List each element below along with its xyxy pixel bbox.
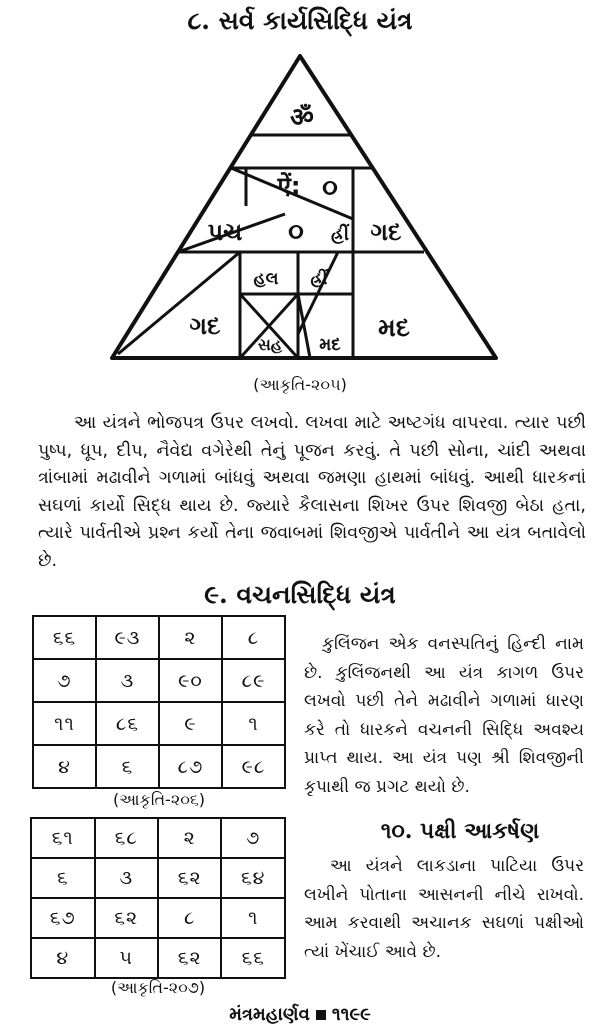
- grid-cell: ૬: [31, 858, 95, 898]
- grid-cell: ૩: [95, 858, 158, 898]
- square-bullet-icon: [316, 1010, 326, 1020]
- grid-cell: ૩: [96, 659, 159, 702]
- om-symbol: ॐ: [290, 103, 314, 133]
- grid-row: [31, 818, 285, 858]
- grid-cell: ૬: [96, 745, 159, 788]
- sah-label: સહ: [257, 335, 283, 354]
- section-9-title: ૯. વચનસિદ્ધિ યંત્ર: [204, 580, 396, 609]
- section-8-text: આ યંત્રને ભોજપત્ર ઉપર લખવો. લખવા માટે અષ્ટગંધ વાપરવા. ત્યાર પછી પુષ્પ, ધૂપ, દીપ, નૈવેદ્ય વગેરેથી તેનું પૂજન કરવું. તે પછી સોના, ચાંદી અથવા ત્રાંબામાં મઢાવીને ગળામાં બાંધવું અથવા જમણા હાથમાં બાંધવું. આથી ધારકનાં સઘળાં કાર્યો સિદ્ધ થાય છે. જ્યારે કૈલાસના શિખર ઉપર શિવજી બેઠા હતા, ત્યારે પાર્વતીએ પ્રશ્ન કર્યો તેના જવાબમાં શિવજીએ પાર્વતીને આ યંત્ર બતાવેલો છે.: [38, 413, 586, 571]
- section-10-title: ૧૦. પક્ષી આકર્ષણ: [380, 818, 540, 844]
- zero-top: ૦: [322, 173, 338, 203]
- grid-cell: ૬૨: [95, 898, 158, 938]
- hrim-lower: હ્રીં: [310, 269, 328, 289]
- gad-right-label: ગદ: [370, 218, 402, 246]
- grid-cell: ૬૮: [95, 818, 158, 858]
- section-10-text: આ યંત્રને લાકડાના પાટિયા ઉપર લખીને પોતાના આસનની નીચે રાખવો. આમ કરવાથી અચાનક સઘળાં પક્ષીઓ ત્યાં ખેંચાઈ આવે છે.: [304, 856, 584, 962]
- grid-cell: ૯૩: [96, 616, 159, 659]
- grid-cell: ૧૧: [33, 702, 96, 745]
- gad-left-label: ગદ: [189, 312, 221, 340]
- grid-row: [33, 616, 285, 659]
- zero-middle: ૦: [288, 217, 304, 247]
- page-number: ૧૧૯૯: [331, 1004, 371, 1025]
- grid-cell: ૮: [158, 898, 221, 938]
- grid-cell: ૮૭: [159, 745, 222, 788]
- grid-cell: ૮૯: [222, 659, 285, 702]
- grid-cell: ૭: [221, 818, 285, 858]
- section-8-title: ૮. સર્વ કાર્યસિદ્ધિ યંત્ર: [187, 6, 413, 35]
- grid-cell: ૯૮: [222, 745, 285, 788]
- grid-row: [31, 938, 285, 978]
- grid-cell: ૮: [222, 616, 285, 659]
- pakshi-akarshan-yantra-grid: [30, 817, 286, 979]
- grid-cell: ૬૬: [221, 938, 285, 978]
- grid-cell: ૯૦: [159, 659, 222, 702]
- figure-207-caption: (આકૃતિ-૨૦૭): [110, 978, 206, 997]
- grid-cell: ૧: [222, 702, 285, 745]
- hal-label: હલ: [253, 269, 279, 289]
- mad-small-label: મદ: [319, 335, 341, 355]
- grid-row: [33, 702, 285, 745]
- vachansiddhi-yantra-grid: [32, 615, 286, 789]
- aim-label: ऐं:: [277, 172, 301, 200]
- grid-cell: ૬૭: [31, 898, 95, 938]
- grid-cell: ૪: [31, 938, 95, 978]
- book-title: મંત્રમહાર્ણવ: [229, 1004, 310, 1025]
- grid-cell: ૨: [158, 818, 221, 858]
- figure-206-caption: (આકૃતિ-૨૦૬): [112, 790, 206, 809]
- grid-cell: ૬૬: [33, 616, 96, 659]
- page-footer: [0, 1004, 600, 1025]
- grid-cell: ૨: [159, 616, 222, 659]
- grid-cell: ૮૬: [96, 702, 159, 745]
- grid-row: [33, 745, 285, 788]
- grid-cell: ૪: [33, 745, 96, 788]
- grid-row: [31, 898, 285, 938]
- section-10-paragraph: [304, 852, 584, 966]
- grid-cell: ૬૪: [221, 858, 285, 898]
- grid-row: [33, 659, 285, 702]
- grid-cell: ૬૧: [31, 818, 95, 858]
- grid-cell: ૭: [33, 659, 96, 702]
- hrim-middle: હ્રીં: [331, 224, 349, 245]
- grid-cell: ૬૨: [158, 938, 221, 978]
- section-9-paragraph: [304, 630, 584, 801]
- figure-205-caption: (આકૃતિ-૨૦૫): [253, 375, 347, 394]
- grid-cell: ૧: [221, 898, 285, 938]
- grid-cell: ૬૨: [158, 858, 221, 898]
- sarva-karyasiddhi-yantra-diagram: [0, 44, 600, 374]
- section-8-paragraph: [38, 410, 586, 575]
- section-9-text: કુલિંજન એક વનસ્પતિનું હિન્દી નામ છે. કુલિંજનથી આ યંત્ર કાગળ ઉપર લખવો પછી તેને મઢાવીને ગળામાં ધારણ કરે તો ધારકને વચનની સિદ્ધિ અવશ્ય પ્રાપ્ત થાય. આ યંત્ર પણ શ્રી શિવજીની કૃપાથી જ પ્રગટ થયો છે.: [304, 634, 584, 797]
- pach-label: પચ: [207, 218, 243, 246]
- grid-cell: ૫: [95, 938, 158, 978]
- grid-row: [31, 858, 285, 898]
- mad-big-label: મદ: [378, 313, 410, 342]
- grid-cell: ૯: [159, 702, 222, 745]
